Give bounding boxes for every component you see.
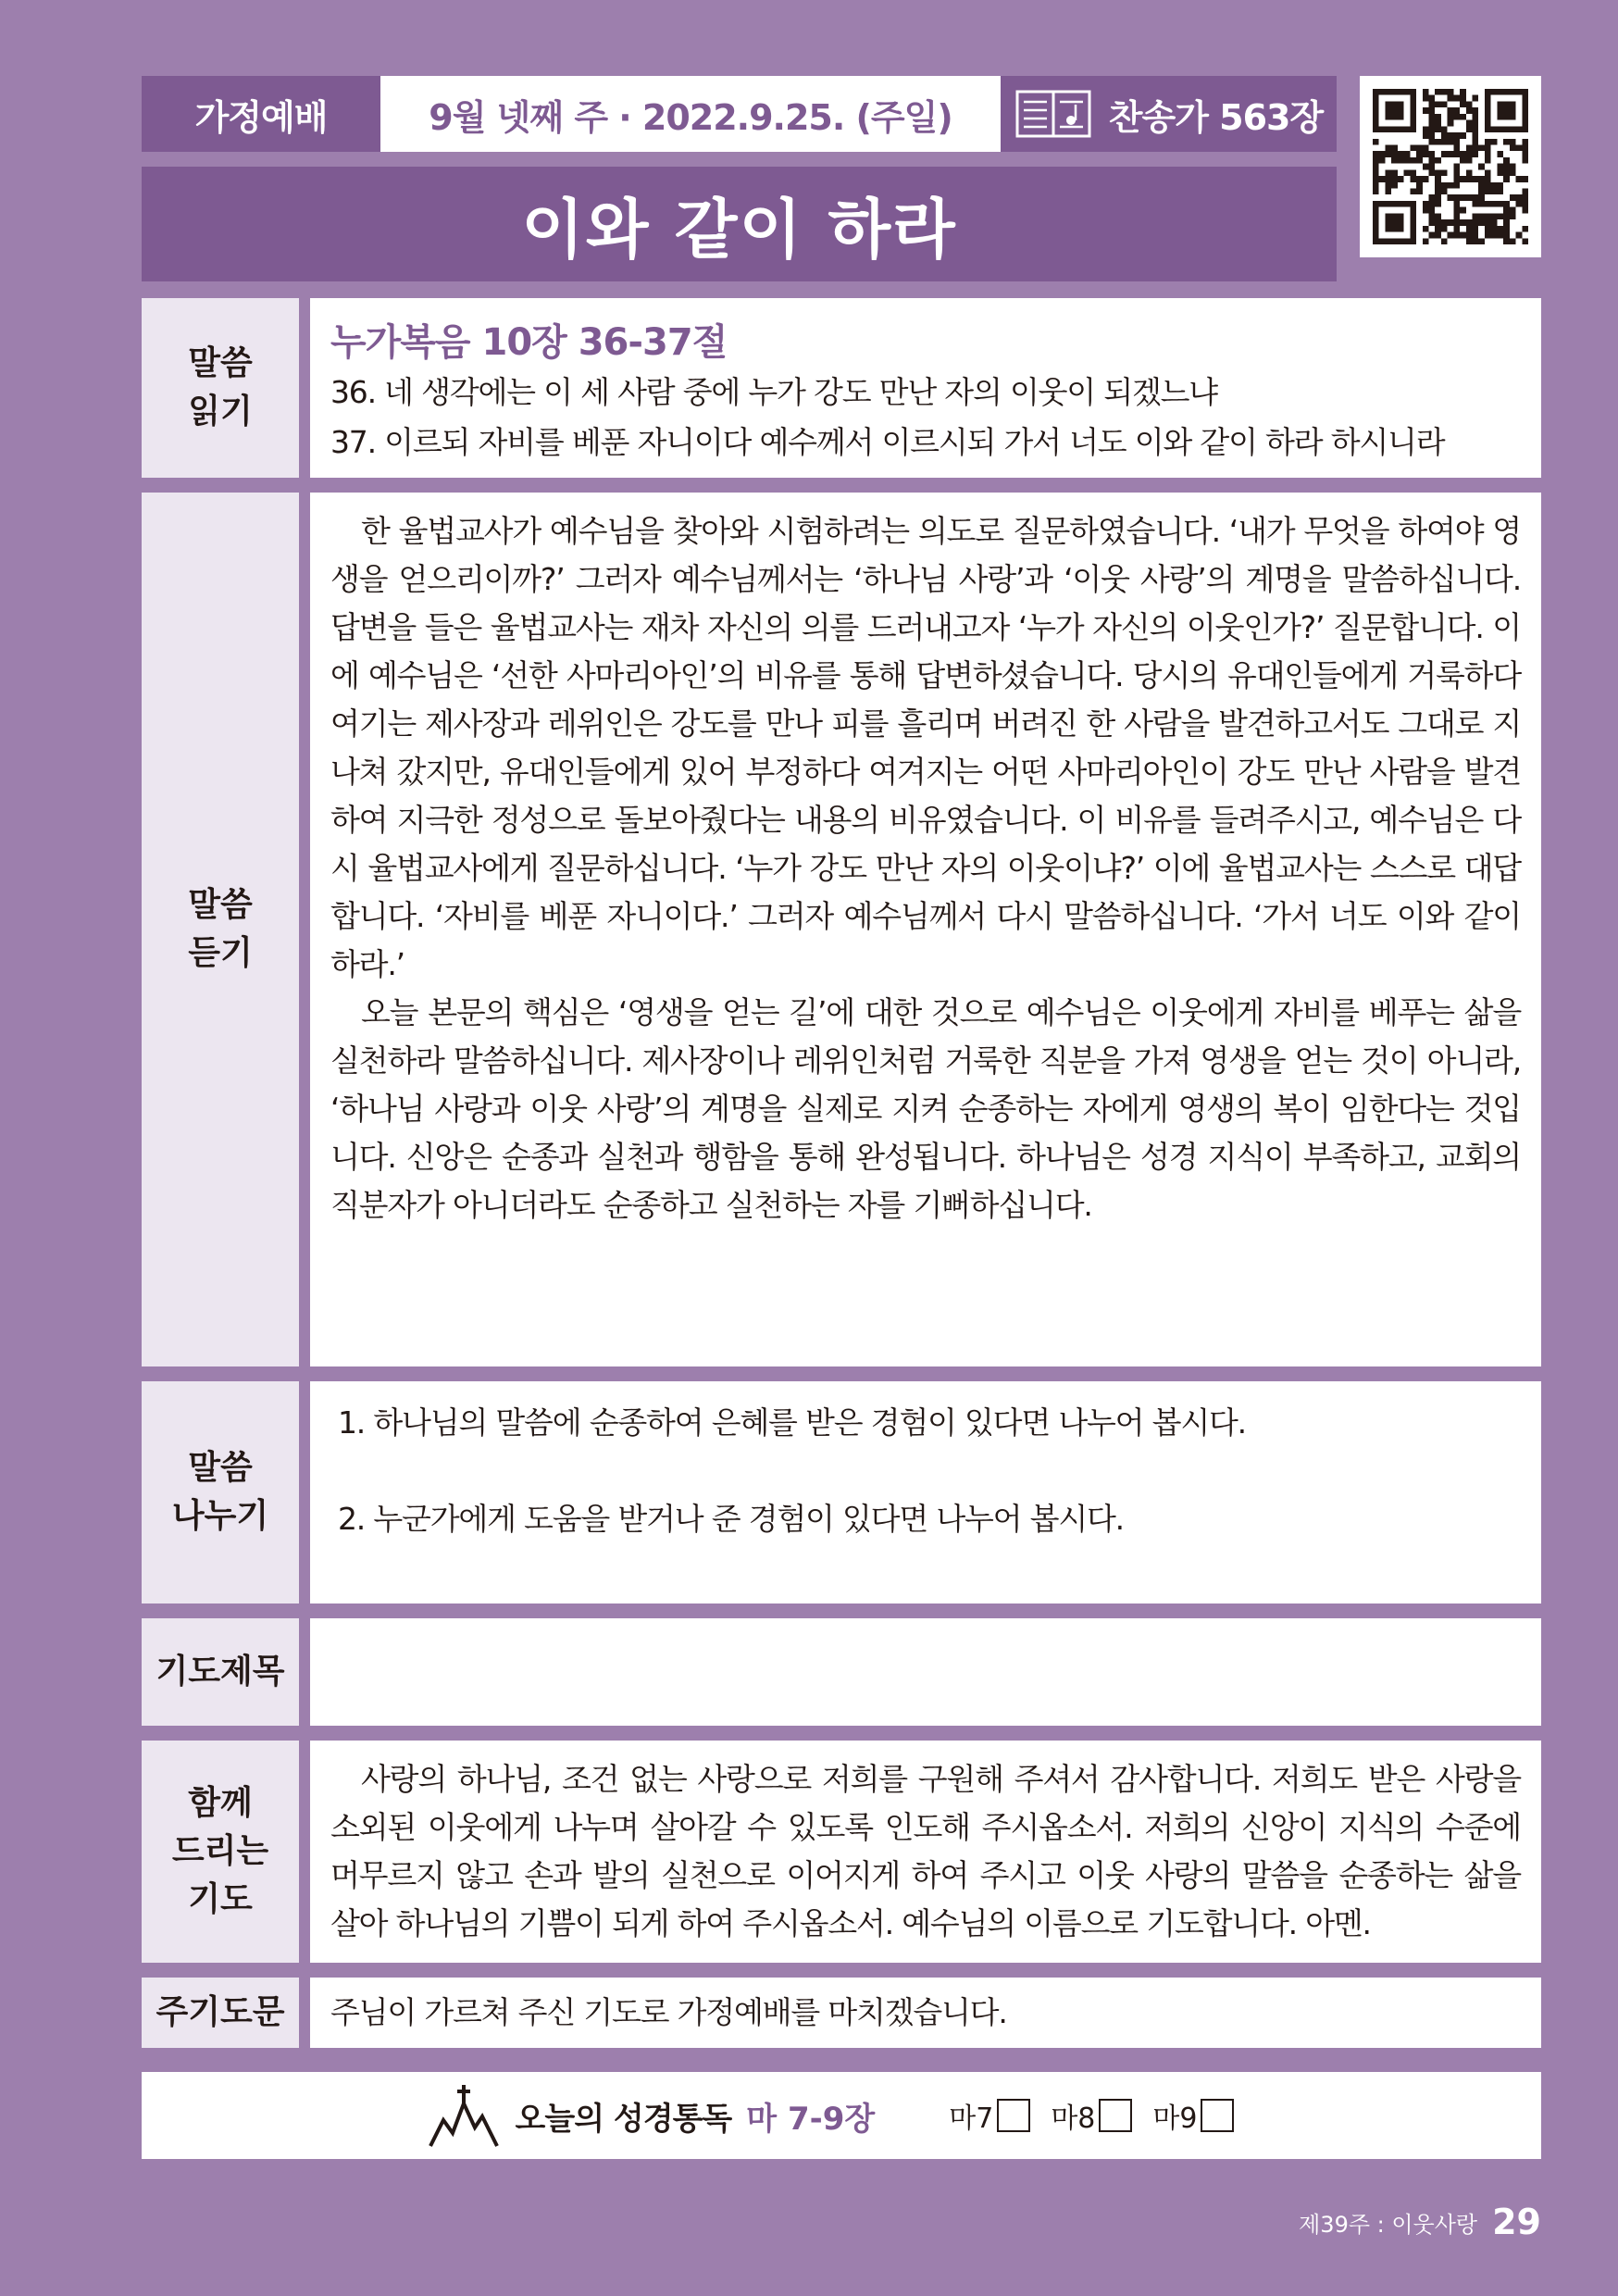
page-footer [1203, 2194, 1541, 2250]
hymnbook-icon [1014, 89, 1092, 139]
reading-content [310, 298, 1541, 478]
prayer-content [310, 1741, 1541, 1963]
sharing-content [310, 1381, 1541, 1603]
lords-prayer-content [310, 1978, 1541, 2048]
qr-code[interactable] [1360, 76, 1541, 257]
hymn-box [1001, 76, 1337, 152]
checkbox-ma9[interactable] [1201, 2099, 1234, 2132]
page-title-text: 이와 같이 하라 [521, 191, 957, 268]
verse-37: 37. 이르되 자비를 베푼 자니이다 예수께서 이르시되 가서 너도 이와 같이 하라 하시니라 [330, 424, 1445, 460]
prayer-text: 사랑의 하나님, 조건 없는 사랑으로 저희를 구원해 주셔서 감사합니다. 저희도 받은 사랑을 소외된 이웃에게 나누며 살아갈 수 있도록 인도해 주시옵소서. 저희의 신앙이 지식의 수준에 머무르지 않고 손과 발의 실천으로 이어지게 하여 주시고 이웃 사랑의 말씀을 순종하는 삶을 살아 하나님의 기쁨이 되게 하여 주시옵소서. 예수님의 이름으로 기도합니다. 아멘. [330, 1761, 1521, 1941]
prayer-label: 함께 드리는 기도 [142, 1741, 299, 1963]
checkbox-ma7[interactable] [997, 2099, 1030, 2132]
reading-label: 말씀 읽기 [142, 298, 299, 478]
hymn-text: 찬송가 563장 [1108, 96, 1324, 138]
prayer-topic-label: 기도제목 [142, 1618, 299, 1726]
check-label-3: 마9 [1152, 2103, 1198, 2135]
category-badge [142, 76, 380, 152]
category-text: 가정예배 [194, 96, 328, 138]
bible-reading-label: 오늘의 성경통독 [515, 2100, 732, 2138]
checkbox-ma8[interactable] [1099, 2099, 1132, 2132]
cross-mountain-icon [429, 2083, 499, 2148]
lords-prayer-text: 주님이 가르쳐 주신 기도로 가정예배를 마치겠습니다. [330, 1994, 1007, 2030]
sharing-question-2: 2. 누군가에게 도움을 받거나 준 경험이 있다면 나누어 봅시다. [338, 1501, 1124, 1537]
date-box [380, 76, 1001, 152]
scripture-reference: 누가복음 10장 36-37절 [330, 321, 728, 364]
date-text: 9월 넷째 주 · 2022.9.25. (주일) [429, 96, 952, 138]
qr-code-image [1373, 89, 1528, 244]
page-title [142, 167, 1337, 281]
bible-reading-bar [142, 2072, 1541, 2159]
page-number: 29 [1492, 2202, 1541, 2242]
sermon-paragraph-1: 한 율법교사가 예수님을 찾아와 시험하려는 의도로 질문하였습니다. ‘내가 무엇을 하여야 영생을 얻으리이까?’ 그러자 예수님께서는 ‘하나님 사랑’과 ‘이웃 사랑’의 계명을 말씀하십니다. 답변을 들은 율법교사는 재차 자신의 의를 드러내고자 ‘누가 자신의 이웃인가?’ 질문합니다. 이에 예수님은 ‘선한 사마리아인’의 비유를 통해 답변하셨습니다. 당시의 유대인들에게 거룩하다 여기는 제사장과 레위인은 강도를 만나 피를 흘리며 버려진 한 사람을 발견하고서도 그대로 지나쳐 갔지만, 유대인들에게 있어 부정하다 여겨지는 어떤 사마리아인이 강도 만난 사람을 발견하여 지극한 정성으로 돌보아줬다는 내용의 비유였습니다. 이 비유를 들려주시고, 예수님은 다시 율법교사에게 질문하십니다. ‘누가 강도 만난 자의 이웃이냐?’ 이에 율법교사는 스스로 대답합니다. ‘자비를 베푼 자니이다.’ 그러자 예수님께서 다시 말씀하십니다. ‘가서 너도 이와 같이 하라.’ [330, 513, 1521, 982]
sermon-paragraph-2: 오늘 본문의 핵심은 ‘영생을 얻는 길’에 대한 것으로 예수님은 이웃에게 자비를 베푸는 삶을 실천하라 말씀하십니다. 제사장이나 레위인처럼 거룩한 직분을 가져 영생을 얻는 것이 아니라, ‘하나님 사랑과 이웃 사랑’의 계명을 실제로 지켜 순종하는 자에게 영생의 복이 임한다는 것입니다. 신앙은 순종과 실천과 행함을 통해 완성됩니다. 하나님은 성경 지식이 부족하고, 교회의 직분자가 아니더라도 순종하고 실천하는 자를 기뻐하십니다. [330, 994, 1521, 1223]
bible-reading-range: 마 7-9장 [746, 2100, 876, 2138]
listening-label: 말씀 듣기 [142, 493, 299, 1366]
check-label-2: 마8 [1051, 2103, 1096, 2135]
verse-36: 36. 네 생각에는 이 세 사람 중에 누가 강도 만난 자의 이웃이 되겠느냐 [330, 374, 1217, 410]
sharing-question-1: 1. 하나님의 말씀에 순종하여 은혜를 받은 경험이 있다면 나누어 봅시다. [338, 1404, 1246, 1441]
prayer-topic-field[interactable] [310, 1618, 1541, 1726]
lords-prayer-label: 주기도문 [142, 1978, 299, 2048]
footer-week: 제39주 : 이웃사랑 [1299, 2211, 1478, 2238]
sharing-label: 말씀 나누기 [142, 1381, 299, 1603]
listening-content [310, 493, 1541, 1366]
check-label-1: 마7 [949, 2103, 994, 2135]
